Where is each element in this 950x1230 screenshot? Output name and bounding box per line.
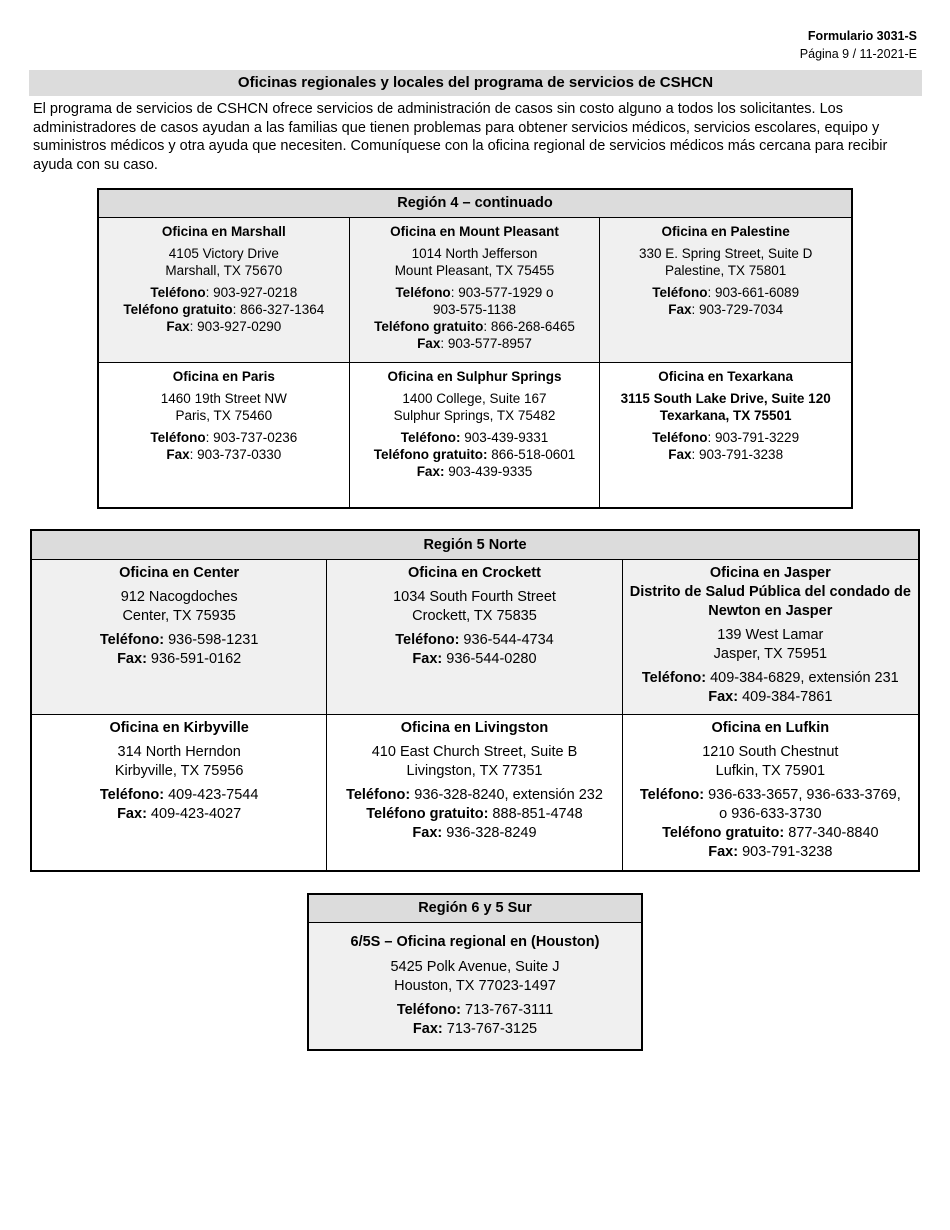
- fax-label: Fax: [668, 447, 692, 462]
- fax-label: Fax:: [708, 844, 739, 860]
- phone-value: 409-384-6829, extensión 231: [706, 670, 899, 686]
- phone-label: Teléfono: [395, 285, 451, 300]
- phone-label: Teléfono: [652, 285, 708, 300]
- phone-value: 936-544-4734: [459, 632, 554, 648]
- region-6-table: [307, 893, 643, 1051]
- phone-value-alt: o 936-633-3730: [719, 806, 822, 822]
- office-city-line: Kirbyville, TX 75956: [114, 763, 244, 779]
- phone-label: Teléfono:: [99, 787, 165, 803]
- office-address-line: 410 East Church Street, Suite B: [371, 744, 578, 760]
- region-5-title: Región 5 Norte: [32, 531, 918, 560]
- phone-value: 409-423-7544: [164, 787, 259, 803]
- tollfree-label: Teléfono gratuito:: [366, 806, 489, 822]
- office-mount-pleasant: [350, 218, 601, 363]
- fax-label: Fax:: [412, 1021, 443, 1037]
- office-center: [32, 560, 327, 715]
- tollfree-value: : 866-327-1364: [232, 302, 325, 317]
- phone-value: 936-328-8240, extensión 232: [410, 787, 603, 803]
- office-palestine: [600, 218, 851, 363]
- fax-value: 936-591-0162: [146, 651, 242, 667]
- phone-label: Teléfono:: [395, 632, 460, 648]
- office-address-line: 330 E. Spring Street, Suite D: [638, 246, 813, 261]
- office-address-line: 1400 College, Suite 167: [402, 391, 547, 406]
- office-address-line: 314 North Herndon: [117, 744, 241, 760]
- phone-value: 713-767-3111: [460, 1002, 554, 1018]
- phone-label: Teléfono: [652, 430, 708, 445]
- region-5-table: [30, 529, 920, 872]
- fax-value: 903-439-9335: [444, 464, 533, 479]
- tollfree-label: Teléfono gratuito: [123, 302, 233, 317]
- office-city-line: Center, TX 75935: [122, 608, 236, 624]
- fax-value: 936-544-0280: [442, 651, 537, 667]
- intro-paragraph: El programa de servicios de CSHCN ofrece servicios de administración de casos sin costo alguno a todos los solicitantes. Los administradores de casos ayudan a las familias que tienen problemas para obtener servicios médicos, servicios escolares, equipo y suministros médicos y otra ayuda que necesiten. Comuníquese con la oficina regional de servicios médicos más cercana para recibir ayuda con su caso.: [33, 101, 888, 173]
- office-name: Oficina en Lufkin: [711, 720, 830, 736]
- region-6-title: Región 6 y 5 Sur: [309, 895, 641, 923]
- tollfree-label: Teléfono gratuito:: [662, 825, 785, 841]
- office-address-line: 5425 Polk Avenue, Suite J: [390, 959, 560, 975]
- fax-label: Fax: [668, 302, 692, 317]
- phone-value: : 903-791-3229: [707, 430, 800, 445]
- region-4-table: [97, 188, 853, 509]
- office-crockett: [327, 560, 622, 715]
- phone-label: Teléfono:: [641, 670, 707, 686]
- office-city-line: Livingston, TX 77351: [406, 763, 543, 779]
- office-marshall: [99, 218, 350, 363]
- office-name: Oficina en Crockett: [408, 565, 541, 581]
- office-address-line: 1034 South Fourth Street: [393, 589, 556, 605]
- tollfree-label: Teléfono gratuito:: [373, 447, 488, 462]
- office-kirbyville: [32, 715, 327, 870]
- phone-label: Teléfono:: [99, 632, 165, 648]
- phone-value-alt: 903-575-1138: [432, 302, 517, 317]
- section-title: Oficinas regionales y locales del programa de servicios de CSHCN: [29, 70, 922, 96]
- phone-value: 936-633-3657, 936-633-3769,: [704, 787, 901, 803]
- phone-label: Teléfono:: [346, 787, 411, 803]
- office-name: Oficina en Marshall: [161, 224, 286, 239]
- phone-value: : 903-927-0218: [205, 285, 298, 300]
- fax-value: : 903-927-0290: [189, 319, 282, 334]
- office-city-line: Crockett, TX 75835: [412, 608, 537, 624]
- office-city-line: Houston, TX 77023-1497: [394, 978, 556, 994]
- fax-value: : 903-577-8957: [440, 336, 532, 351]
- tollfree-label: Teléfono gratuito: [374, 319, 484, 334]
- office-name: Oficina en Texarkana: [658, 369, 794, 384]
- office-houston: [309, 923, 641, 1039]
- fax-value: 409-423-4027: [146, 806, 242, 822]
- fax-value: 713-767-3125: [442, 1021, 538, 1037]
- phone-label: Teléfono:: [639, 787, 705, 803]
- office-city-line: Sulphur Springs, TX 75482: [393, 408, 556, 423]
- phone-value: : 903-577-1929 o: [450, 285, 554, 300]
- phone-value: 903-439-9331: [460, 430, 549, 445]
- office-name: Oficina en Palestine: [661, 224, 790, 239]
- page-info: Página 9 / 11-2021-E: [799, 47, 917, 61]
- office-address-line: 1460 19th Street NW: [160, 391, 287, 406]
- office-name: Oficina en Paris: [172, 369, 275, 384]
- office-name: Oficina en Center: [119, 565, 240, 581]
- fax-value: 936-328-8249: [442, 825, 537, 841]
- office-lufkin: [623, 715, 918, 870]
- fax-label: Fax:: [412, 825, 443, 841]
- office-name: Oficina en Jasper: [709, 565, 831, 581]
- tollfree-value: 888-851-4748: [488, 806, 583, 822]
- phone-label: Teléfono:: [400, 430, 461, 445]
- phone-label: Teléfono: [150, 430, 206, 445]
- office-name: Oficina en Kirbyville: [109, 720, 249, 736]
- office-address-line: 1014 North Jefferson: [411, 246, 538, 261]
- office-texarkana: [600, 363, 851, 507]
- form-id: Formulario 3031-S: [807, 29, 917, 43]
- office-address-line: 139 West Lamar: [717, 627, 824, 643]
- fax-label: Fax:: [412, 651, 443, 667]
- office-name: Oficina en Sulphur Springs: [387, 369, 562, 384]
- fax-label: Fax: [166, 319, 190, 334]
- office-address-line: 912 Nacogdoches: [120, 589, 238, 605]
- fax-label: Fax:: [416, 464, 445, 479]
- fax-value: 903-791-3238: [738, 844, 833, 860]
- office-city-line: Jasper, TX 75951: [713, 646, 828, 662]
- office-address-line: 1210 South Chestnut: [702, 744, 839, 760]
- phone-value: 936-598-1231: [164, 632, 259, 648]
- office-city-line: Palestine, TX 75801: [664, 263, 787, 278]
- fax-value: : 903-729-7034: [691, 302, 784, 317]
- tollfree-value: 866-518-0601: [487, 447, 576, 462]
- office-subtitle: Distrito de Salud Pública del condado de Newton en Jasper: [629, 584, 911, 619]
- phone-value: : 903-737-0236: [205, 430, 298, 445]
- fax-value: : 903-791-3238: [691, 447, 784, 462]
- office-city-line: Texarkana, TX 75501: [659, 408, 792, 423]
- office-city-line: Lufkin, TX 75901: [715, 763, 826, 779]
- region-4-title: Región 4 – continuado: [99, 190, 851, 218]
- office-paris: [99, 363, 350, 507]
- office-name: Oficina en Livingston: [400, 720, 549, 736]
- form-header: [800, 27, 917, 63]
- fax-label: Fax: [166, 447, 190, 462]
- fax-label: Fax:: [117, 806, 147, 822]
- office-address-line: 4105 Victory Drive: [168, 246, 279, 261]
- phone-value: : 903-661-6089: [707, 285, 800, 300]
- office-livingston: [327, 715, 622, 870]
- phone-label: Teléfono: [150, 285, 206, 300]
- fax-label: Fax: [417, 336, 441, 351]
- office-name: Oficina en Mount Pleasant: [390, 224, 559, 239]
- fax-value: : 903-737-0330: [189, 447, 282, 462]
- tollfree-value: 877-340-8840: [784, 825, 879, 841]
- fax-label: Fax:: [117, 651, 147, 667]
- fax-value: 409-384-7861: [738, 689, 833, 705]
- office-address-line: 3115 South Lake Drive, Suite 120: [620, 391, 831, 406]
- office-city-line: Paris, TX 75460: [175, 408, 273, 423]
- fax-label: Fax:: [708, 689, 739, 705]
- office-city-line: Marshall, TX 75670: [165, 263, 283, 278]
- tollfree-value: : 866-268-6465: [483, 319, 575, 334]
- office-city-line: Mount Pleasant, TX 75455: [394, 263, 555, 278]
- phone-label: Teléfono:: [396, 1002, 461, 1018]
- office-sulphur-springs: [350, 363, 601, 507]
- office-jasper: [623, 560, 918, 715]
- office-name: 6/5S – Oficina regional en (Houston): [350, 934, 600, 950]
